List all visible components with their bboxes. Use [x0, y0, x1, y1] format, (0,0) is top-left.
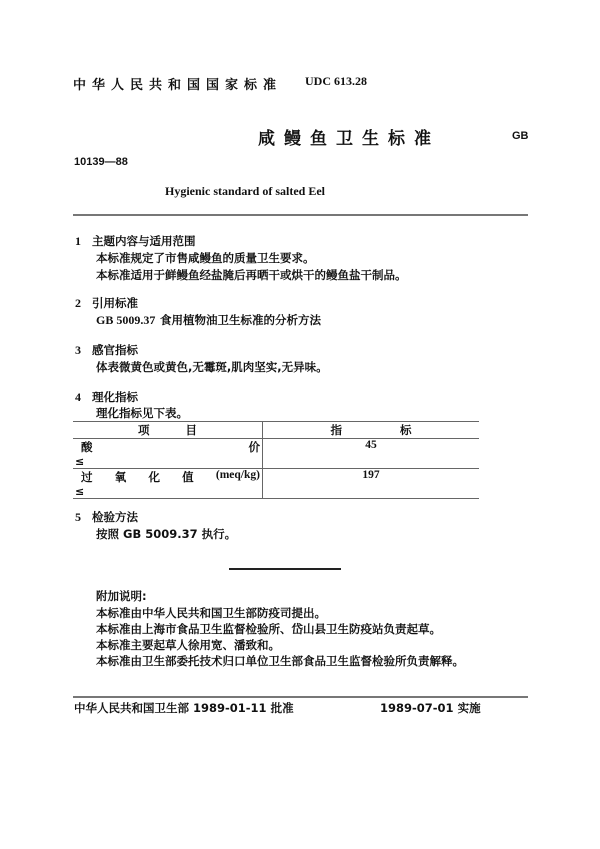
section-3-line-1: 体表微黄色或黄色,无霉斑,肌肉坚实,无异味。	[96, 360, 328, 374]
section-1-heading: 主题内容与适用范围	[92, 234, 196, 248]
item-char: 过	[81, 470, 93, 484]
table-row	[73, 469, 479, 499]
less-equal-symbol: ≤	[75, 455, 85, 468]
item-char: 氧	[114, 470, 127, 484]
table-cell-item	[73, 469, 263, 499]
section-2-number: 2	[75, 296, 81, 310]
table-cell-value: 197	[263, 469, 480, 499]
column-header-value-char: 指	[330, 423, 342, 437]
item-char: 酸	[81, 440, 93, 454]
section-4-heading: 理化指标	[92, 390, 138, 404]
column-header-value-char: 标	[400, 423, 412, 437]
effective-date: 1989-07-01 实施	[380, 701, 481, 715]
column-header-item	[73, 422, 263, 439]
column-header-item-char: 目	[185, 423, 198, 437]
section-5-number: 5	[75, 510, 81, 524]
section-4-line-1: 理化指标见下表。	[96, 406, 188, 420]
reference-title: 食用植物油卫生标准的分析方法	[160, 313, 321, 327]
reference-code: GB 5009.37	[96, 313, 156, 327]
section-1-number: 1	[75, 234, 81, 248]
item-unit: (meq/kg)	[215, 469, 260, 481]
english-title: Hygienic standard of salted Eel	[165, 184, 326, 198]
section-5-line-1: 按照 GB 5009.37 执行。	[96, 527, 237, 541]
item-char: 值	[182, 470, 194, 484]
section-2-heading: 引用标准	[92, 296, 138, 310]
section-3-heading: 感官指标	[92, 343, 138, 357]
end-of-text-rule	[229, 568, 341, 570]
less-equal-symbol: ≤	[75, 485, 85, 498]
standard-number: 10139—88	[74, 156, 128, 168]
approval-line: 中华人民共和国卫生部 1989-01-11 批准	[74, 701, 294, 715]
table-cell-value: 45	[263, 439, 480, 469]
column-header-value	[263, 422, 480, 439]
udc-code: UDC 613.28	[305, 74, 367, 88]
item-char: 价	[248, 440, 260, 454]
gb-prefix: GB	[512, 130, 529, 142]
section-4-number: 4	[75, 390, 81, 404]
section-1-line-1: 本标准规定了市售咸鳗鱼的质量卫生要求。	[96, 251, 315, 265]
column-header-item-char: 项	[137, 423, 150, 437]
footer-divider	[73, 696, 528, 698]
issuing-body-title: 中华人民共和国国家标准	[73, 78, 283, 93]
item-char: 化	[148, 470, 160, 484]
section-3-number: 3	[75, 343, 81, 357]
notes-heading: 附加说明:	[96, 589, 147, 603]
table-header-row	[73, 422, 479, 439]
notes-line-4: 本标准由卫生部委托技术归口单位卫生部食品卫生监督检验所负责解释。	[96, 654, 464, 668]
physicochemical-table	[73, 421, 479, 499]
table-cell-item	[73, 439, 263, 469]
section-1-line-2: 本标准适用于鲜鳗鱼经盐腌后再晒干或烘干的鳗鱼盐干制品。	[96, 268, 407, 282]
notes-line-2: 本标准由上海市食品卫生监督检验所、岱山县卫生防疫站负责起草。	[96, 622, 441, 636]
table-row	[73, 439, 479, 469]
header-divider	[73, 214, 528, 216]
document-title: 咸鳗鱼卫生标准	[258, 129, 440, 149]
notes-line-1: 本标准由中华人民共和国卫生部防疫司提出。	[96, 606, 326, 620]
section-5-heading: 检验方法	[92, 510, 138, 524]
notes-line-3: 本标准主要起草人徐用宽、潘致和。	[96, 638, 280, 652]
